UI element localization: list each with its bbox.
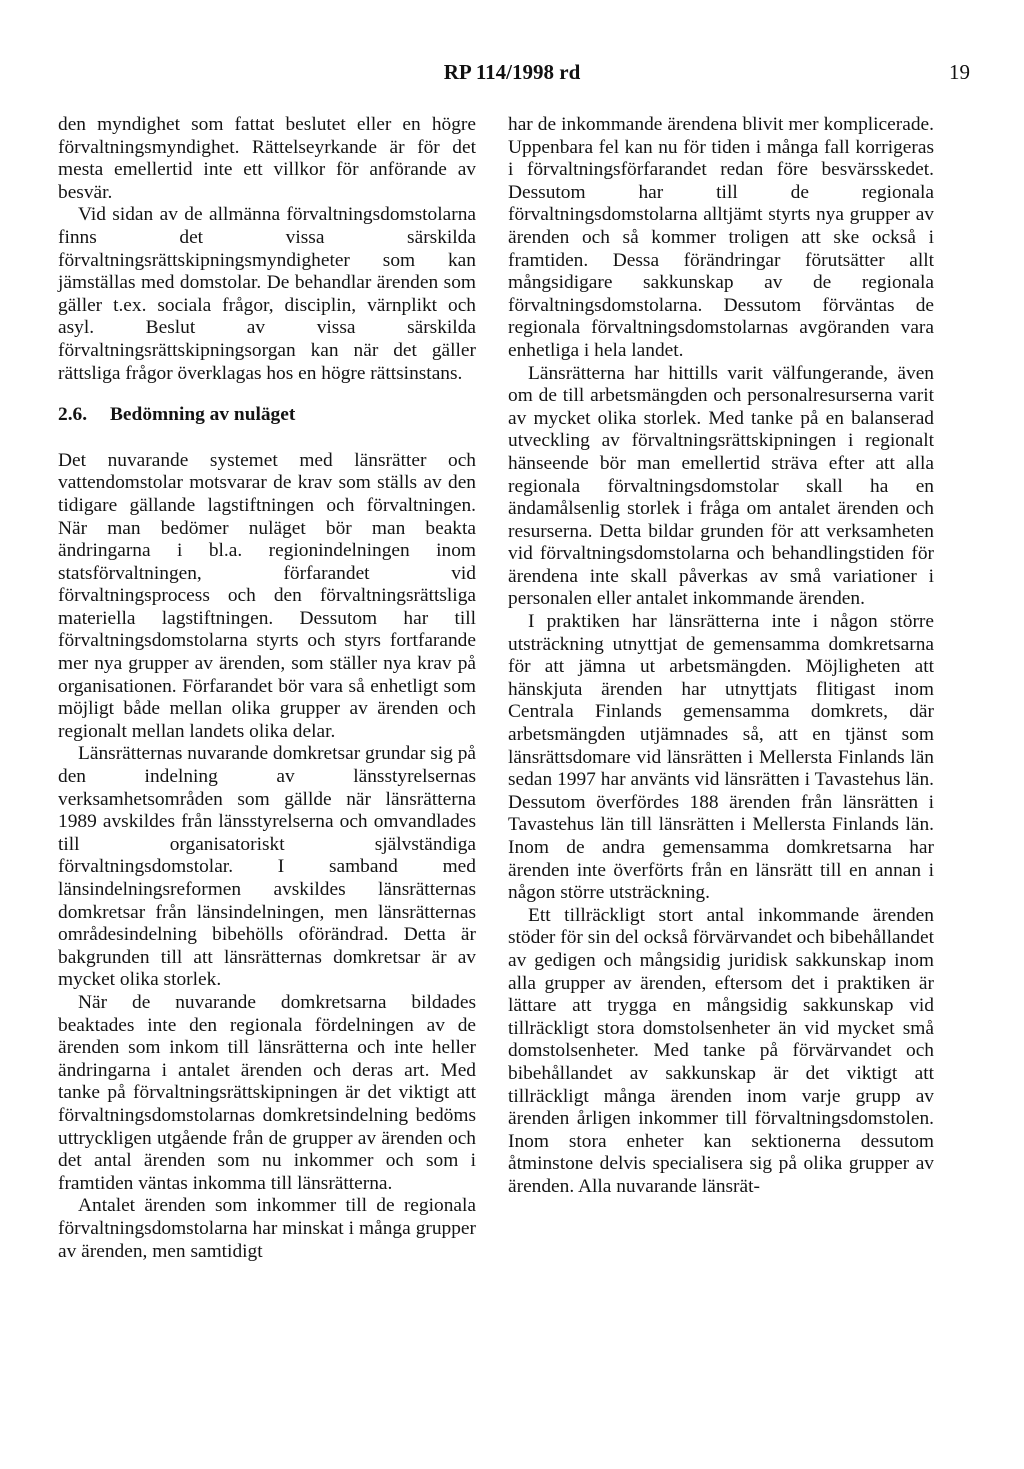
paragraph: Länsrätternas nuvarande domkretsar grundar sig på den indelning av länsstyrelsernas verksamhetsområden som gällde när länsrätterna 1989 avskildes från länsstyrelserna och omvandlades till organisatoriskt självständiga förvaltningsdomstolar. I samband med länsindelningsreformen avskildes länsrätternas domkretsar från länsindelningen, men länsrätternas områdesindelning bibehölls oförändrad. Detta är bakgrunden till att länsrätternas domkretsar är av mycket olika storlek. (58, 743, 476, 991)
paragraph: När de nuvarande domkretsarna bildades beaktades inte den regionala fördelningen av de ärenden som inkom till länsrätterna och inte heller ändringarna i antalet ärenden och deras art. Med tanke på förvaltningsrättskipningen är det viktigt att förvaltningsdomstolarnas domkretsindelning bedöms uttryckligen utgående från de grupper av ärenden och det antal ärenden som nu inkommer och som i framtiden väntas inkomma till länsrätterna. (58, 991, 476, 1194)
paragraph: har de inkommande ärendena blivit mer komplicerade. Uppenbara fel kan nu för tiden i många fall korrigeras i förvaltningsförfarandet redan före besvärsskedet. Dessutom har till de regionala förvaltningsdomstolarna alltjämt styrts nya grupper av ärenden och så kommer troligen att ske också i framtiden. Dessa förändringar förutsätter allt mångsidigare sakkunskap av de regionala förvaltningsdomstolarna. Dessutom förväntas de regionala förvaltningsdomstolarnas avgöranden vara enhetliga i hela landet. (508, 114, 934, 361)
section-number: 2.6. (58, 404, 88, 426)
paragraph: Länsrätterna har hittills varit välfungerande, även om de till arbetsmängden och personalresurserna varit av mycket olika storlek. Med tanke på en balanserad utveckling av förvaltningsrättskipningen i regionalt hänseende bör man emellertid sträva efter att alla regionala förvaltningsdomstolar skall ha en ändamålsenlig storlek i fråga om antalet ärenden och resurserna. Detta bildar grunden för att verksamheten vid förvaltningsdomstolarna och behandlingstiden för ärendena inte skall påverkas av små variationer i personalen eller antalet inkommande ärenden. (508, 362, 934, 610)
paragraph: den myndighet som fattat beslutet eller en högre förvaltningsmyndighet. Rättelseyrkande är för det mesta emellertid inte ett villkor för anförande av besvär. (58, 114, 476, 203)
paragraph: Antalet ärenden som inkommer till de regionala förvaltningsdomstolarna har minskat i många grupper av ärenden, men samtidigt (58, 1195, 476, 1262)
section-title: Bedömning av nuläget (110, 404, 296, 426)
section-heading (58, 404, 476, 427)
right-column (508, 114, 934, 1199)
paragraph: Vid sidan av de allmänna förvaltningsdomstolarna finns det vissa särskilda förvaltningsrättskipningsmyndigheter som kan jämställas med domstolar. De behandlar ärenden som gäller t.ex. sociala frågor, disciplin, värnplikt och asyl. Beslut av vissa särskilda förvaltningsrättskipningsorgan kan när det gäller rättsliga frågor överklagas hos en högre rättsinstans. (58, 204, 476, 384)
left-column (58, 114, 476, 1263)
paragraph: Ett tillräckligt stort antal inkommande ärenden stöder för sin del också förvärvandet och bibehållandet av gedigen och mångsidig juridisk sakkunskap inom alla grupper av ärenden, eftersom det i praktiken är lättare att trygga en mångsidig sakkunskap vid tillräckligt stora domstolsenheter än vid mycket små domstolsenheter. Med tanke på förvärvandet och bibehållandet av sakkunskap är det viktigt att tillräckligt många ärenden inom varje grupp av ärenden årligen inkommer till förvaltningsdomstolen. Inom stora enheter kan sektionerna dessutom åtminstone delvis specialisera sig på olika grupper av ärenden. Alla nuvarande länsrät- (508, 904, 934, 1197)
page-header-title: RP 114/1998 rd (443, 60, 581, 84)
paragraph: I praktiken har länsrätterna inte i någon större utsträckning utnyttjat de gemensamma domkretsarna för att jämna ut arbetsmängden. Möjligheten att hänskjuta ärenden har utnyttjats flitigast inom Centrala Finlands gemensamma domkrets, där arbetsmängden utjämnades så, att en tjänst som länsrättsdomare vid länsrätten i Mellersta Finlands län sedan 1997 har använts vid länsrätten i Tavastehus län. Dessutom överfördes 188 ärenden från länsrätten i Tavastehus län till länsrätten i Mellersta Finlands län. Inom de andra gemensamma domkretsarna har ärenden inte överförts från en länsrätt till en annan i någon större utsträckning. (508, 611, 934, 904)
paragraph: Det nuvarande systemet med länsrätter och vattendomstolar motsvarar de krav som ställs av den tidigare gällande lagstiftningen och förvaltningen. När man bedömer nuläget bör man beakta ändringarna i bl.a. regionindelningen inom statsförvaltningen, förfarandet vid förvaltningsprocess och den förvaltningsrättsliga materiella lagstiftningen. Dessutom har till förvaltningsdomstolarna styrts och styrs fortfarande mer nya grupper av ärenden, som ställer nya krav på organisationen. Förfarandet bör vara så enhetligt som möjligt både mellan olika grupper av ärenden och regionalt mellan landets olika delar. (58, 449, 476, 742)
page-number: 19 (949, 60, 970, 84)
